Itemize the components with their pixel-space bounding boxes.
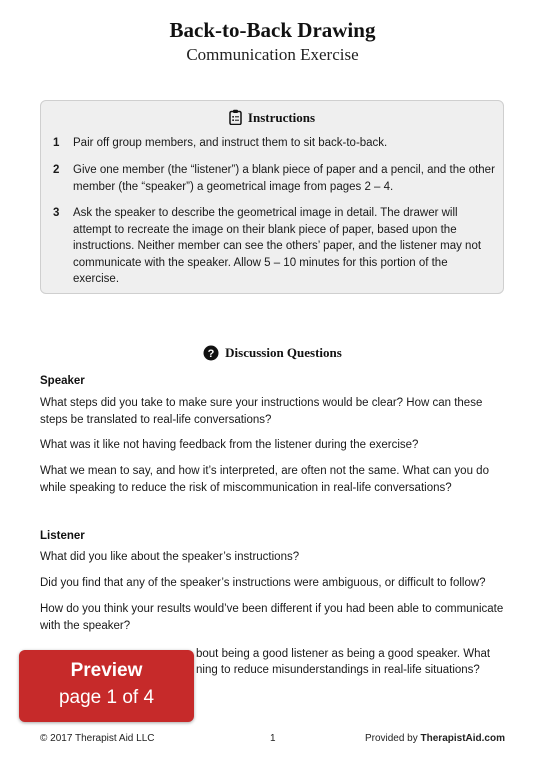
instructions-heading-text: Instructions xyxy=(247,110,316,125)
clipboard-icon xyxy=(229,109,242,125)
step-text: Give one member (the “listener”) a blank piece of paper and a pencil, and the other member (the “speaker”) a geometrical image from pages 2 – 4. xyxy=(73,164,495,193)
svg-text:?: ? xyxy=(207,348,215,360)
step-number: 1 xyxy=(53,137,60,149)
question-circle-icon xyxy=(203,345,219,361)
page-title: Back-to-Back Drawing xyxy=(169,18,376,42)
discussion-heading-text: Discussion Questions xyxy=(225,345,342,360)
footer-page-number: 1 xyxy=(270,733,276,744)
step-number: 2 xyxy=(53,164,60,176)
footer-copyright: © 2017 Therapist Aid LLC xyxy=(40,733,155,744)
step-number: 3 xyxy=(53,207,60,219)
step-text: Ask the speaker to describe the geometrical image in detail. The drawer will attempt to recreate the image on their blank piece of paper, based upon the instructions. Neither member can see the others’ paper, and the listener may not communicate with the speaker. Allow 5 – 10 minutes for this portion of the exercise. xyxy=(73,207,482,285)
speaker-question: What we mean to say, and how it’s interpreted, are often not the same. What can you do while speaking to reduce the risk of miscommunication in real-life conversations? xyxy=(40,465,489,494)
preview-page-indicator: page 1 of 4 xyxy=(58,687,155,708)
listener-question: What did you like about the speaker’s instructions? xyxy=(40,551,300,563)
instructions-box xyxy=(40,100,504,294)
listener-label: Listener xyxy=(40,530,85,542)
provided-by-text: Provided by xyxy=(364,733,421,744)
step-text: Pair off group members, and instruct them to sit back-to-back. xyxy=(73,137,388,149)
provider-link[interactable]: TherapistAid.com xyxy=(420,733,505,744)
instructions-heading xyxy=(41,109,503,126)
listener-question: Did you find that any of the speaker’s instructions were ambiguous, or difficult to follow? xyxy=(40,577,486,589)
speaker-label: Speaker xyxy=(40,375,85,387)
page-subtitle: Communication Exercise xyxy=(186,45,359,64)
speaker-question: What steps did you take to make sure your instructions would be clear? How can these steps be translated to real-life conversations? xyxy=(40,397,483,426)
preview-badge xyxy=(19,650,194,722)
listener-question: How do you think your results would’ve been different if you had been able to communicate with the speaker? xyxy=(40,603,504,632)
preview-title: Preview xyxy=(70,660,143,681)
listener-question-partial: bout being a good listener as being a good speaker. What xyxy=(196,648,491,660)
speaker-question: What was it like not having feedback from the listener during the exercise? xyxy=(40,439,419,451)
discussion-heading xyxy=(0,345,545,361)
listener-question-partial: ning to reduce misunderstandings in real-life situations? xyxy=(196,664,480,676)
footer-provided-by xyxy=(365,733,505,744)
